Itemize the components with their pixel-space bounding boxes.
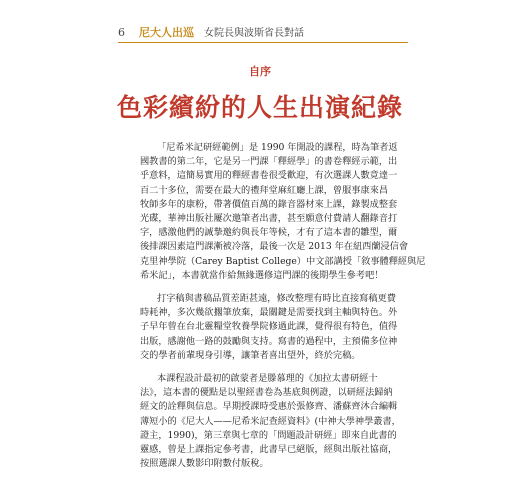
text-line: 時耗神，多次幾欲擱筆放棄，最關鍵是需要找到主軸與特色。外 [140, 307, 398, 319]
text-line: 靈感，曾是上課指定參考書，此書早已絕版，經與出版社協商， [140, 444, 398, 456]
text-line: 按照選課人數影印附數付版稅。 [140, 458, 269, 470]
text-line: 交的學者前輩現身引導，讓筆者喜出望外，終於完稿。 [140, 349, 361, 361]
text-line: 國教書的第二年，它是另一門課「釋經學」的書卷釋經示範，出 [140, 156, 398, 168]
text-line: 克里神學院（Carey Baptist College）中文部講授「敘事體釋經與尼 [140, 255, 426, 267]
text-line: 本課程設計最初的啟蒙者是滕慕理的《加拉太書研經十 [157, 373, 378, 385]
text-line: 子早年曾在台北靈糧堂牧養學院修過此課，覺得很有特色，值得 [140, 321, 398, 333]
text-line: 出版，感謝他一路的鼓勵與支持。寫書的過程中，主預備多位神 [140, 335, 398, 347]
text-line: 光碟，華神出版社屢次邀筆者出書，甚至願意付費請人翻錄音打 [140, 213, 398, 225]
text-line: 後排課因素這門課漸被冷落，最後一次是 2013 年在紐西蘭浸信會 [140, 241, 409, 253]
text-line: 「尼希米記研經範例」是 1990 年開設的課程，時為筆者返 [157, 142, 398, 153]
paragraph-1 [140, 141, 426, 283]
chapter-title: 女院長與波斯省長對話 [204, 28, 304, 39]
page-title: 色彩繽紛的人生出演紀錄 [116, 93, 403, 122]
paragraph-3 [140, 372, 401, 471]
text-line: 百二十多位，需要在最大的禮拜堂麻紅廳上課，曾服事康來昌 [140, 184, 389, 196]
text-line: 證主，1990)，第三章與七章的「問題設計研經」即來自此書的 [140, 429, 397, 441]
text-line: 法》，這本書的優點是以聖經書卷為基底與例證，以研經法歸納 [140, 387, 393, 399]
section-label: 自序 [249, 65, 271, 78]
running-header [118, 24, 304, 42]
text-line: 希米記」，本書就當作給無緣選修這門課的後期學生參考吧！ [140, 269, 384, 281]
header-divider [118, 42, 408, 43]
text-line: 薄短小的《尼大人——尼希米記查經資料》(中神大學神學叢書， [140, 415, 401, 427]
body-text [140, 141, 426, 477]
paragraph-2 [140, 292, 398, 363]
text-line: 字，感激他們的誠摯邀約與長年等候，才有了這本書的雛型，爾 [140, 227, 398, 239]
text-line: 乎意料，這簡易實用的釋經書卷很受歡迎，有次選課人數竟達一 [140, 170, 398, 182]
text-line: 打字稿與書稿品質差距甚遠，修改整理有時比直接寫稿更費 [157, 293, 396, 305]
text-line: 牧師多年的康粉，帶著價值百萬的錄音器材來上課，錄製成整套 [140, 198, 398, 210]
book-title: 尼大人出巡 [139, 26, 194, 39]
text-line: 經文的詮釋與信息。早期授課時受惠於張修齊、潘蘇齊沐合編輯 [140, 401, 398, 413]
page-number: 6 [118, 26, 125, 39]
